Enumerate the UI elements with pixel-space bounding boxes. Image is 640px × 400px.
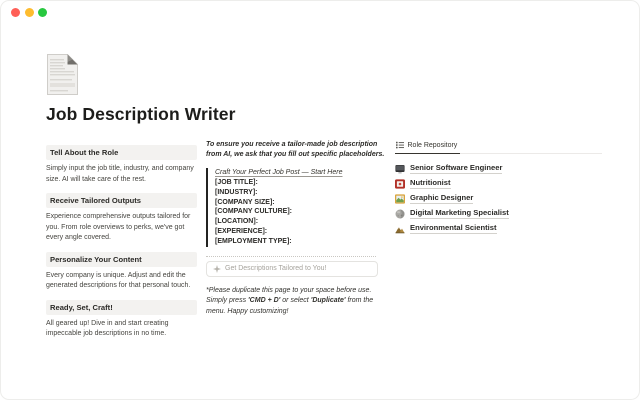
role-label: Graphic Designer — [410, 193, 474, 203]
document-icon — [47, 54, 78, 95]
placeholder-line: [EMPLOYMENT TYPE]: — [215, 237, 292, 245]
list-view-icon — [396, 141, 404, 149]
placeholder-line: [COMPANY CULTURE]: — [215, 208, 292, 216]
role-label: Digital Marketing Specialist — [410, 208, 509, 218]
prompt-quote-block — [206, 168, 387, 247]
how-it-works-column — [46, 145, 197, 348]
role-label: Environmental Scientist — [410, 223, 497, 233]
role-label: Nutritionist — [410, 178, 451, 188]
section-heading: Tell About the Role — [46, 145, 197, 160]
placeholder-line: [JOB TITLE]: — [215, 179, 258, 186]
role-repository-column — [395, 140, 602, 236]
placeholder-line: [LOCATION]: — [215, 218, 259, 226]
role-item-graphic-designer[interactable] — [395, 191, 602, 206]
zoom-button[interactable] — [38, 8, 47, 17]
placeholder-line: [INDUSTRY]: — [215, 188, 258, 196]
start-here-link[interactable]: Craft Your Perfect Job Post — Start Here — [215, 169, 343, 176]
close-button[interactable] — [11, 8, 20, 17]
role-label: Senior Software Engineer — [410, 163, 503, 173]
section-heading: Personalize Your Content — [46, 252, 197, 267]
role-list — [395, 161, 602, 236]
globe-icon — [395, 209, 405, 219]
duplicate-note — [206, 286, 387, 318]
section-body: Every company is unique. Adjust and edit the generated descriptions for that personal touch. — [46, 271, 191, 289]
role-item-digital-marketing-specialist[interactable] — [395, 206, 602, 221]
computer-icon — [395, 164, 405, 174]
section-heading: Ready, Set, Craft! — [46, 300, 197, 315]
section-body: All geared up! Dive in and start creating impeccable job descriptions in no time. — [46, 319, 169, 337]
intro-text: To ensure you receive a tailor-made job description from AI, we ask that you fill out specific placeholders. — [206, 141, 385, 158]
section-heading: Receive Tailored Outputs — [46, 193, 197, 208]
placeholder-line: [COMPANY SIZE]: — [215, 198, 275, 206]
bento-box-icon — [395, 179, 405, 189]
note-text: or select — [280, 297, 311, 305]
framed-picture-icon — [395, 194, 405, 204]
dotted-divider — [206, 256, 376, 257]
note-cmd-d: 'CMD + D' — [248, 297, 281, 305]
mountain-icon — [395, 224, 405, 234]
section-body: Simply input the job title, industry, and company size. AI will take care of the rest. — [46, 165, 194, 183]
prompt-column — [206, 140, 387, 324]
ai-button-label: Get Descriptions Tailored to You! — [225, 265, 327, 273]
tab-label: Role Repository — [407, 141, 458, 149]
section-body: Experience comprehensive outputs tailored for you. From role overviews to perks, we've got every angle covered. — [46, 213, 191, 241]
note-text: from the menu. Happy customizing! — [206, 297, 374, 315]
note-duplicate: 'Duplicate' — [310, 297, 346, 305]
database-view-tabs — [395, 140, 602, 154]
ai-prompt-button[interactable] — [206, 261, 378, 277]
note-text: *Please duplicate this page to your space before use. Simply press — [206, 286, 372, 305]
minimize-button[interactable] — [25, 8, 34, 17]
role-item-senior-software-engineer[interactable] — [395, 161, 602, 176]
tab-role-repository[interactable] — [395, 140, 460, 154]
placeholder-line: [EXPERIENCE]: — [215, 227, 268, 235]
role-item-nutritionist[interactable] — [395, 176, 602, 191]
page-title: Job Description Writer — [46, 104, 236, 124]
role-item-environmental-scientist[interactable] — [395, 221, 602, 236]
window-controls — [11, 8, 47, 17]
sparkle-icon — [213, 265, 221, 273]
